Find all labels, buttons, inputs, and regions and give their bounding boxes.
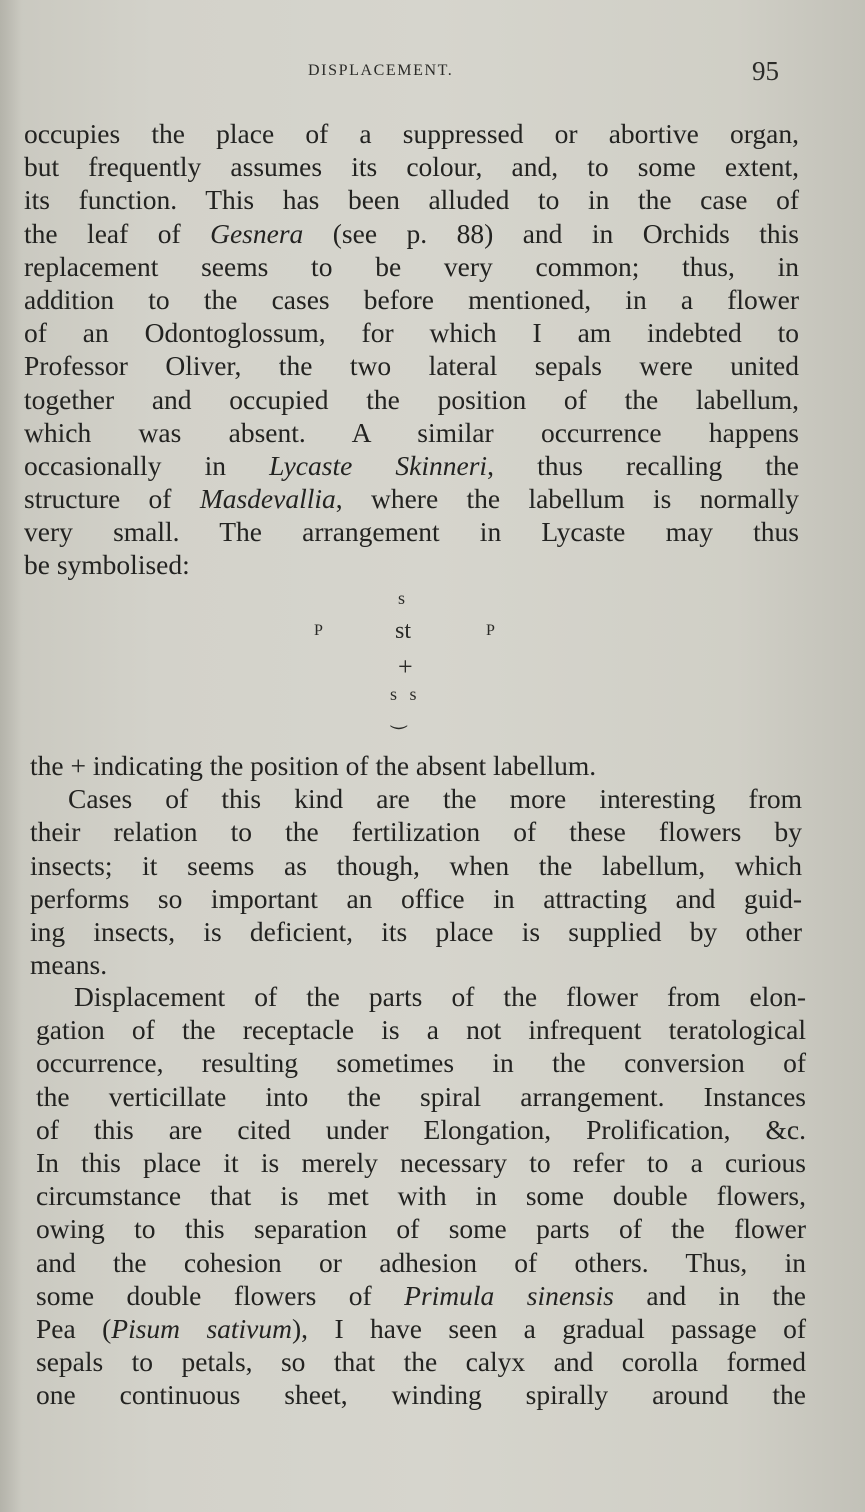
text-line: together and occupied the position of the labellum, bbox=[24, 383, 799, 415]
text-line: the verticillate into the spiral arrangement. Instances bbox=[36, 1080, 806, 1112]
text-line: but frequently assumes its colour, and, to some extent, bbox=[24, 151, 799, 183]
text-line: replacement seems to be very common; thus, in bbox=[24, 250, 799, 282]
text-line: Displacement of the parts of the flower from elon- bbox=[74, 981, 806, 1012]
diagram-stamen: st bbox=[395, 618, 412, 644]
diagram-union-brace: ⏝ bbox=[390, 708, 408, 728]
text-line: its function. This has been alluded to in the case of bbox=[24, 184, 799, 216]
italic-term: Primula sinensis bbox=[404, 1279, 614, 1311]
text-line: one continuous sheet, winding spirally around the bbox=[36, 1379, 806, 1411]
text-line: of an Odontoglossum, for which I am indebted to bbox=[24, 317, 799, 349]
text-line: means. bbox=[30, 949, 108, 981]
text-line: Pea (Pisum sativum), I have seen a gradual passage of bbox=[36, 1312, 806, 1344]
gutter-shadow bbox=[0, 0, 22, 1512]
text-line: In this place it is merely necessary to refer to a curious bbox=[36, 1146, 806, 1178]
text-line: their relation to the fertilization of these flowers by bbox=[30, 816, 802, 848]
text-line: the + indicating the position of the absent labellum. bbox=[30, 750, 597, 781]
text-line: structure of Masdevallia, where the labellum is normally bbox=[24, 483, 799, 515]
text-line: addition to the cases before mentioned, in a flower bbox=[24, 283, 799, 315]
paragraph-displacement bbox=[36, 980, 806, 1411]
text-line: occasionally in Lycaste Skinneri, thus recalling the bbox=[24, 449, 799, 481]
text-line: sepals to petals, so that the calyx and corolla formed bbox=[36, 1346, 806, 1378]
text-line: which was absent. A similar occurrence happens bbox=[24, 416, 799, 448]
diagram-petal-right: P bbox=[486, 622, 495, 639]
floral-diagram bbox=[300, 588, 520, 738]
text-line: circumstance that is met with in some double flowers, bbox=[36, 1180, 806, 1212]
diagram-united-sepals: s s bbox=[390, 684, 421, 704]
text-line: occurrence, resulting sometimes in the conversion of bbox=[36, 1047, 806, 1079]
text-line: performs so important an office in attracting and guid- bbox=[30, 882, 802, 914]
text-line: the leaf of Gesnera (see p. 88) and in Orchids this bbox=[24, 217, 799, 249]
text-line: owing to this separation of some parts of the flower bbox=[36, 1213, 806, 1245]
diagram-sepal-top: s bbox=[398, 588, 406, 608]
italic-term: Gesnera bbox=[210, 217, 304, 249]
text-line: and the cohesion or adhesion of others. Thus, in bbox=[36, 1246, 806, 1278]
text-line: some double flowers of Primula sinensis and in the bbox=[36, 1279, 807, 1311]
paragraph-labellum bbox=[30, 749, 802, 981]
text-line: occupies the place of a suppressed or abortive organ, bbox=[24, 118, 799, 149]
text-line: very small. The arrangement in Lycaste may thus bbox=[24, 516, 799, 548]
diagram-petal-left: P bbox=[314, 622, 323, 639]
italic-term: Lycaste Skinneri bbox=[269, 449, 488, 481]
text-line: ing insects, is deficient, its place is supplied by other bbox=[30, 915, 802, 947]
text-line: be symbolised: bbox=[24, 549, 190, 581]
text-line: Professor Oliver, the two lateral sepals were united bbox=[24, 350, 799, 382]
italic-term: Masdevallia bbox=[199, 483, 336, 515]
text-line: insects; it seems as though, when the labellum, which bbox=[30, 849, 802, 881]
diagram-absent-labellum: + bbox=[398, 652, 413, 681]
text-line: gation of the receptacle is a not infrequent teratological bbox=[36, 1014, 806, 1046]
text-line: of this are cited under Elongation, Prolification, &c. bbox=[36, 1113, 806, 1145]
italic-term: Pisum sativum bbox=[111, 1312, 292, 1344]
page-number: 95 bbox=[752, 56, 779, 86]
text-line: Cases of this kind are the more interesting from bbox=[68, 783, 802, 815]
running-title: DISPLACEMENT. bbox=[308, 62, 454, 79]
paragraph-continued bbox=[24, 117, 799, 582]
